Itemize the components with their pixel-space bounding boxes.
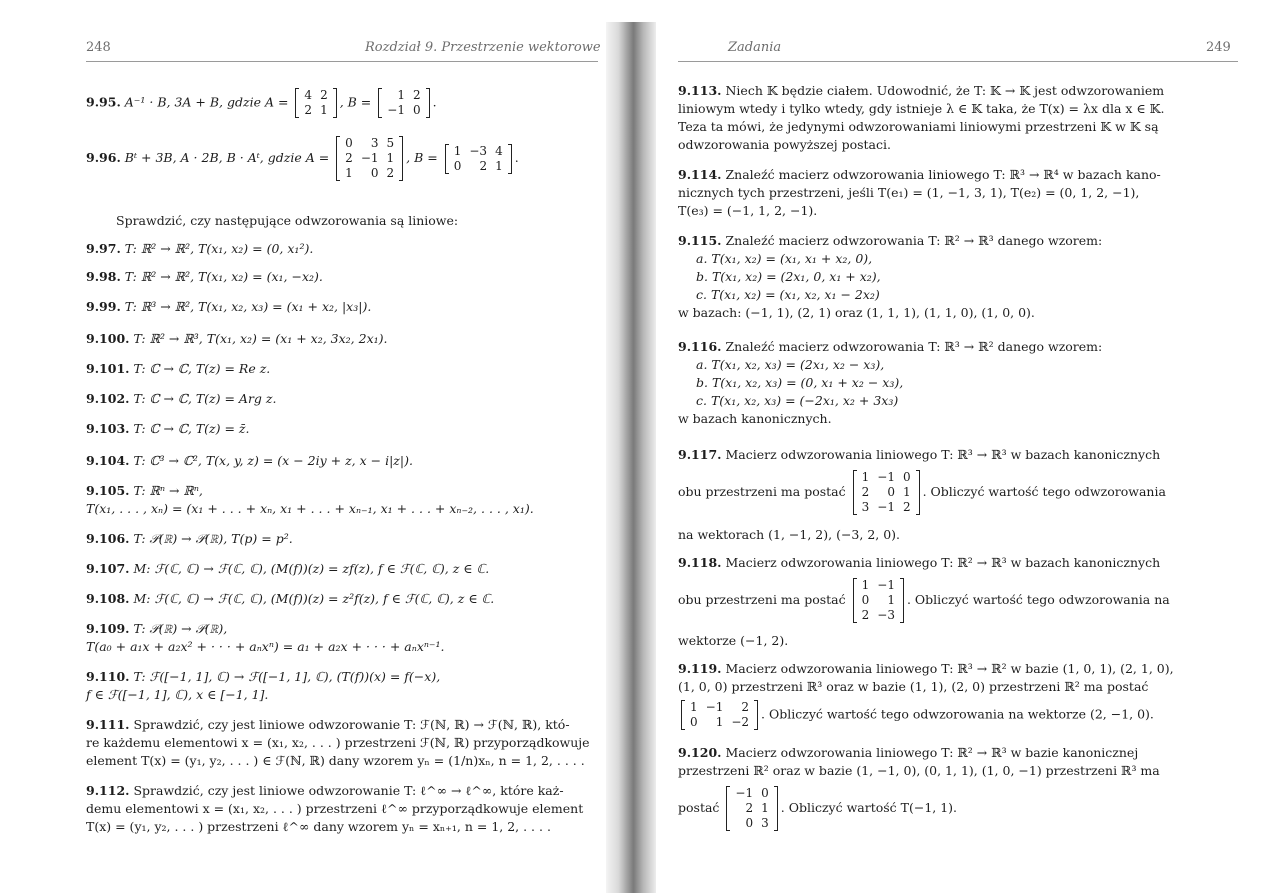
problem-9-105: 9.105. T: ℝⁿ → ℝⁿ, T(x₁, . . . , xₙ) = (x₁ + . . . + xₙ, x₁ + . . . + xₙ₋₁, x₁ + . . . + xₙ₋₂, . . . , x₁).: [86, 483, 534, 516]
problem-9-116: 9.116. Znaleźć macierz odwzorowania T: ℝ³ → ℝ² danego wzorem: a. T(x₁, x₂, x₃) = (2x₁, x₂ − x₃), b. T(x₁, x₂, x₃) = (0, x₁ + x₂ − x₃), c. T(x₁, x₂, x₃) = (−2x₁, x₂ + 3x₃) w bazach kanonicznych.: [678, 339, 1103, 426]
problem-9-104: 9.104. T: ℂ³ → ℂ², T(x, y, z) = (x − 2iy + z, x − i|z|).: [86, 453, 413, 468]
matrix-9-120: −1 0 2 1 0 3: [726, 786, 777, 831]
problem-9-103: 9.103. T: ℂ → ℂ, T(z) = z̄.: [86, 421, 250, 436]
problem-9-106: 9.106. T: 𝒫(ℝ) → 𝒫(ℝ), T(p) = p².: [86, 531, 293, 546]
page-number-right: 249: [1206, 40, 1231, 55]
running-head-left: Rozdział 9. Przestrzenie wektorowe: [365, 40, 601, 55]
matrix-a-9-96: 0 3 5 2 −1 1 1 0 2: [336, 136, 403, 181]
left-page: [0, 0, 606, 893]
problem-9-112: 9.112. Sprawdzić, czy jest liniowe odwzorowanie T: ℓ^∞ → ℓ^∞, które każ- demu elementowi x = (x₁, x₂, . . . ) przestrzeni ℓ^∞ przyporządkowuje element T(x) = (y₁, y₂, . . . ) przestrzeni ℓ^∞ dany wzorem yₙ = xₙ₊₁, n = 1, 2, . . . .: [86, 783, 584, 834]
running-head-right: Zadania: [728, 40, 782, 55]
problem-9-99: 9.99. T: ℝ³ → ℝ², T(x₁, x₂, x₃) = (x₁ + x₂, |x₃|).: [86, 299, 372, 314]
book-gutter: [606, 22, 656, 893]
problem-9-117-tail: na wektorach (1, −1, 2), (−3, 2, 0).: [678, 527, 901, 542]
problem-9-114: 9.114. Znaleźć macierz odwzorowania liniowego T: ℝ³ → ℝ⁴ w bazach kano- nicznych tych przestrzeni, jeśli T(e₁) = (1, −1, 3, 1), T(e₂) = (0, 1, 2, −1), T(e₃) = (−1, 1, 2, −1).: [678, 167, 1161, 218]
problem-9-117-matrix-line: obu przestrzeni ma postać 1 −1 0 2 0 1 3 −1 2 . Obliczyć wartość tego odwzorowania: [678, 470, 1166, 514]
matrix-a-9-95: 4 2 2 1: [295, 88, 336, 118]
problem-9-113: 9.113. Niech 𝕂 będzie ciałem. Udowodnić, że T: 𝕂 → 𝕂 jest odwzorowaniem liniowym wtedy i tylko wtedy, gdy istnieje λ ∈ 𝕂 taka, że T(x) = λx dla x ∈ 𝕂. Teza ta mówi, że jedynymi odwzorowaniami liniowymi przestrzeni 𝕂 w 𝕂 są odwzorowania powyższej postaci.: [678, 83, 1165, 152]
problem-9-119: 9.119. Macierz odwzorowania liniowego T: ℝ³ → ℝ² w bazie (1, 0, 1), (2, 1, 0), (1, 0, 0) przestrzeni ℝ³ oraz w bazie (1, 1), (2, 0) przestrzeni ℝ² ma postać: [678, 661, 1174, 694]
problem-9-118-tail: wektorze (−1, 2).: [678, 633, 789, 648]
page-number-left: 248: [86, 40, 111, 55]
problem-9-109: 9.109. T: 𝒫(ℝ) → 𝒫(ℝ), T(a₀ + a₁x + a₂x² + · · · + aₙxⁿ) = a₁ + a₂x + · · · + aₙxⁿ⁻¹.: [86, 621, 445, 654]
problem-9-111: 9.111. Sprawdzić, czy jest liniowe odwzorowanie T: ℱ(ℕ, ℝ) → ℱ(ℕ, ℝ), któ- re każdemu elementowi x = (x₁, x₂, . . . ) przestrzeni ℱ(ℕ, ℝ) przyporządkowuje element T(x) = (y₁, y₂, . . . ) ∈ ℱ(ℕ, ℝ) dany wzorem yₙ = (1/n)xₙ, n = 1, 2, . . . .: [86, 717, 590, 768]
problem-9-120-matrix-line: postać −1 0 2 1 0 3 . Obliczyć wartość T(−1, 1).: [678, 786, 958, 830]
problem-9-95: 9.95. A⁻¹ · B, 3A + B, gdzie A = 4 2 2 1 , B = 1 2 −1 0 .: [86, 88, 437, 117]
problem-9-115: 9.115. Znaleźć macierz odwzorowania T: ℝ² → ℝ³ danego wzorem: a. T(x₁, x₂) = (x₁, x₁ + x₂, 0), b. T(x₁, x₂) = (2x₁, 0, x₁ + x₂), c. T(x₁, x₂) = (x₁, x₂, x₁ − 2x₂) w bazach: (−1, 1), (2, 1) oraz (1, 1, 1), (1, 1, 0), (1, 0, 0).: [678, 233, 1103, 320]
matrix-9-119: 1 −1 2 0 1 −2: [681, 700, 758, 730]
problem-9-108: 9.108. M: ℱ(ℂ, ℂ) → ℱ(ℂ, ℂ), (M(f))(z) = z²f(z), f ∈ ℱ(ℂ, ℂ), z ∈ ℂ.: [86, 591, 495, 606]
problem-9-102: 9.102. T: ℂ → ℂ, T(z) = Arg z.: [86, 391, 277, 406]
problem-9-107: 9.107. M: ℱ(ℂ, ℂ) → ℱ(ℂ, ℂ), (M(f))(z) = zf(z), f ∈ ℱ(ℂ, ℂ), z ∈ ℂ.: [86, 561, 490, 576]
problem-9-119-matrix-line: 1 −1 2 0 1 −2 . Obliczyć wartość tego odwzorowania na wektorze (2, −1, 0).: [678, 700, 1154, 730]
problem-9-118-matrix-line: obu przestrzeni ma postać 1 −1 0 1 2 −3 . Obliczyć wartość tego odwzorowania na: [678, 578, 1170, 622]
header-rule-right: [678, 61, 1238, 62]
matrix-b-9-95: 1 2 −1 0: [378, 88, 429, 118]
section-intro: Sprawdzić, czy następujące odwzorowania są liniowe:: [116, 213, 459, 228]
problem-9-100: 9.100. T: ℝ² → ℝ³, T(x₁, x₂) = (x₁ + x₂, 3x₂, 2x₁).: [86, 331, 388, 346]
matrix-9-117: 1 −1 0 2 0 1 3 −1 2: [853, 470, 920, 515]
right-page: [656, 0, 1263, 893]
problem-9-110: 9.110. T: ℱ([−1, 1], ℂ) → ℱ([−1, 1], ℂ), (T(f))(x) = f(−x), f ∈ ℱ([−1, 1], ℂ), x ∈ [−1, 1].: [86, 669, 441, 702]
problem-9-101: 9.101. T: ℂ → ℂ, T(z) = Re z.: [86, 361, 271, 376]
matrix-9-118: 1 −1 0 1 2 −3: [853, 578, 904, 623]
problem-9-117: 9.117. Macierz odwzorowania liniowego T: ℝ³ → ℝ³ w bazach kanonicznych: [678, 447, 1161, 462]
problem-9-120: 9.120. Macierz odwzorowania liniowego T: ℝ² → ℝ³ w bazie kanonicznej przestrzeni ℝ² oraz w bazie (1, −1, 0), (0, 1, 1), (1, 0, −1) przestrzeni ℝ³ ma: [678, 745, 1160, 778]
header-rule-left: [86, 61, 598, 62]
matrix-b-9-96: 1 −3 4 0 2 1: [445, 144, 512, 174]
problem-9-98: 9.98. T: ℝ² → ℝ², T(x₁, x₂) = (x₁, −x₂).: [86, 269, 323, 284]
problem-9-96: 9.96. Bᵗ + 3B, A · 2B, B · Aᵗ, gdzie A = 0 3 5 2 −1 1 1 0 2 , B = 1 −3 4 0 2 1 .: [86, 136, 519, 180]
problem-9-118: 9.118. Macierz odwzorowania liniowego T: ℝ² → ℝ³ w bazach kanonicznych: [678, 555, 1161, 570]
problem-9-97: 9.97. T: ℝ² → ℝ², T(x₁, x₂) = (0, x₁²).: [86, 241, 314, 256]
